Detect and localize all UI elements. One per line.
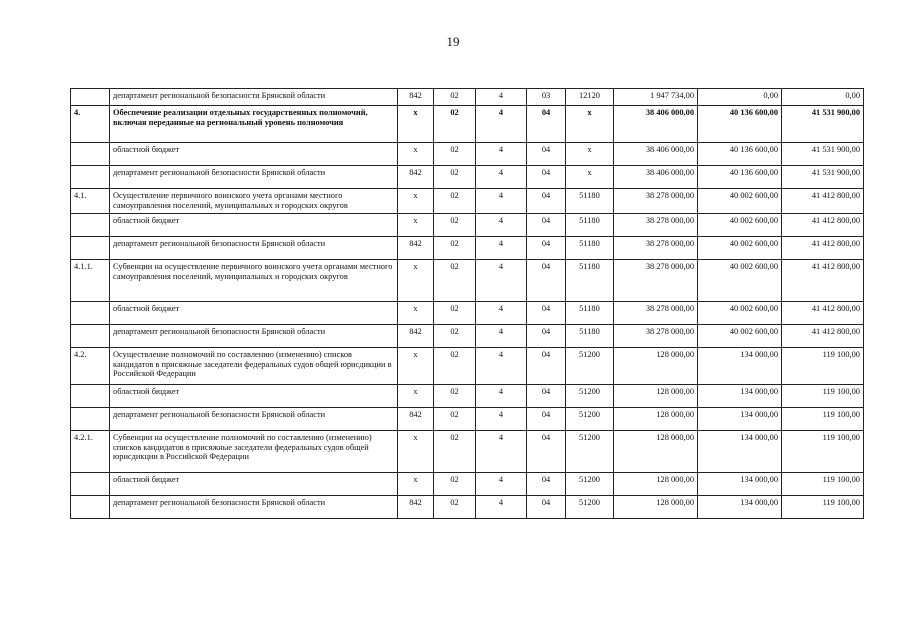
direction-code-cell: 51180 (566, 214, 614, 237)
admin-code-cell: х (398, 473, 434, 496)
direction-code-cell: 51180 (566, 189, 614, 214)
row-number-cell: 4.1.1. (71, 260, 110, 302)
table-row (71, 260, 864, 302)
amount-year-2-cell: 40 136 600,00 (698, 143, 782, 166)
subsection-code-cell: 4 (476, 385, 527, 408)
amount-year-3-cell: 41 412 800,00 (782, 260, 864, 302)
description-cell: департамент региональной безопасности Брянской области (110, 89, 398, 106)
program-code-cell: 04 (527, 431, 566, 473)
row-number-cell (71, 89, 110, 106)
table-row (71, 325, 864, 348)
admin-code-cell: х (398, 302, 434, 325)
page-number: 19 (446, 34, 460, 49)
admin-code-cell: 842 (398, 408, 434, 431)
subsection-code-cell: 4 (476, 325, 527, 348)
row-number-cell (71, 473, 110, 496)
amount-year-2-cell: 40 136 600,00 (698, 106, 782, 143)
section-code-cell: 02 (434, 143, 476, 166)
description-cell: департамент региональной безопасности Брянской области (110, 325, 398, 348)
row-number-cell (71, 214, 110, 237)
row-number-cell (71, 237, 110, 260)
section-code-cell: 02 (434, 431, 476, 473)
amount-year-1-cell: 38 278 000,00 (614, 260, 698, 302)
amount-year-3-cell: 119 100,00 (782, 385, 864, 408)
section-code-cell: 02 (434, 166, 476, 189)
admin-code-cell: х (398, 214, 434, 237)
description-cell: областной бюджет (110, 302, 398, 325)
description-cell: Обеспечение реализации отдельных государственных полномочий, включая переданные на региональный уровень полномочия (110, 106, 398, 143)
amount-year-2-cell: 134 000,00 (698, 385, 782, 408)
section-code-cell: 02 (434, 473, 476, 496)
direction-code-cell: 51180 (566, 237, 614, 260)
subsection-code-cell: 4 (476, 473, 527, 496)
program-code-cell: 04 (527, 214, 566, 237)
program-code-cell: 04 (527, 260, 566, 302)
subsection-code-cell: 4 (476, 496, 527, 519)
direction-code-cell: х (566, 166, 614, 189)
amount-year-3-cell: 41 412 800,00 (782, 189, 864, 214)
direction-code-cell: 51200 (566, 408, 614, 431)
program-code-cell: 04 (527, 166, 566, 189)
budget-table (70, 88, 864, 519)
section-code-cell: 02 (434, 237, 476, 260)
amount-year-1-cell: 128 000,00 (614, 348, 698, 385)
description-cell: департамент региональной безопасности Брянской области (110, 237, 398, 260)
program-code-cell: 03 (527, 89, 566, 106)
program-code-cell: 04 (527, 496, 566, 519)
table-row (71, 302, 864, 325)
table-row (71, 385, 864, 408)
amount-year-2-cell: 134 000,00 (698, 431, 782, 473)
section-code-cell: 02 (434, 325, 476, 348)
row-number-cell: 4.2. (71, 348, 110, 385)
admin-code-cell: х (398, 143, 434, 166)
amount-year-3-cell: 41 412 800,00 (782, 214, 864, 237)
amount-year-2-cell: 134 000,00 (698, 473, 782, 496)
amount-year-1-cell: 38 278 000,00 (614, 237, 698, 260)
description-cell: департамент региональной безопасности Брянской области (110, 496, 398, 519)
row-number-cell: 4.1. (71, 189, 110, 214)
row-number-cell (71, 325, 110, 348)
amount-year-3-cell: 119 100,00 (782, 473, 864, 496)
subsection-code-cell: 4 (476, 89, 527, 106)
amount-year-1-cell: 128 000,00 (614, 473, 698, 496)
direction-code-cell: 51200 (566, 473, 614, 496)
amount-year-3-cell: 41 531 900,00 (782, 143, 864, 166)
description-cell: областной бюджет (110, 143, 398, 166)
subsection-code-cell: 4 (476, 302, 527, 325)
table-row (71, 431, 864, 473)
admin-code-cell: х (398, 189, 434, 214)
amount-year-3-cell: 41 531 900,00 (782, 106, 864, 143)
subsection-code-cell: 4 (476, 189, 527, 214)
subsection-code-cell: 4 (476, 408, 527, 431)
description-cell: областной бюджет (110, 214, 398, 237)
row-number-cell: 4. (71, 106, 110, 143)
table-row (71, 473, 864, 496)
table-row (71, 496, 864, 519)
admin-code-cell: 842 (398, 325, 434, 348)
section-code-cell: 02 (434, 89, 476, 106)
row-number-cell (71, 166, 110, 189)
program-code-cell: 04 (527, 348, 566, 385)
amount-year-1-cell: 38 278 000,00 (614, 302, 698, 325)
table-row (71, 237, 864, 260)
amount-year-2-cell: 134 000,00 (698, 496, 782, 519)
section-code-cell: 02 (434, 189, 476, 214)
admin-code-cell: 842 (398, 237, 434, 260)
section-code-cell: 02 (434, 106, 476, 143)
description-cell: областной бюджет (110, 385, 398, 408)
table-row (71, 166, 864, 189)
table-row (71, 89, 864, 106)
subsection-code-cell: 4 (476, 237, 527, 260)
direction-code-cell: 51200 (566, 496, 614, 519)
amount-year-2-cell: 40 002 600,00 (698, 237, 782, 260)
subsection-code-cell: 4 (476, 143, 527, 166)
amount-year-2-cell: 134 000,00 (698, 348, 782, 385)
subsection-code-cell: 4 (476, 166, 527, 189)
description-cell: областной бюджет (110, 473, 398, 496)
direction-code-cell: 51180 (566, 302, 614, 325)
admin-code-cell: х (398, 431, 434, 473)
direction-code-cell: 12120 (566, 89, 614, 106)
program-code-cell: 04 (527, 408, 566, 431)
amount-year-2-cell: 40 002 600,00 (698, 189, 782, 214)
description-cell: департамент региональной безопасности Брянской области (110, 166, 398, 189)
program-code-cell: 04 (527, 106, 566, 143)
program-code-cell: 04 (527, 473, 566, 496)
description-cell: департамент региональной безопасности Брянской области (110, 408, 398, 431)
amount-year-1-cell: 38 406 000,00 (614, 166, 698, 189)
budget-table-body (71, 89, 864, 519)
amount-year-1-cell: 1 947 734,00 (614, 89, 698, 106)
amount-year-1-cell: 128 000,00 (614, 431, 698, 473)
amount-year-1-cell: 38 406 000,00 (614, 106, 698, 143)
table-row (71, 214, 864, 237)
admin-code-cell: 842 (398, 496, 434, 519)
row-number-cell: 4.2.1. (71, 431, 110, 473)
subsection-code-cell: 4 (476, 348, 527, 385)
subsection-code-cell: 4 (476, 431, 527, 473)
admin-code-cell: 842 (398, 166, 434, 189)
program-code-cell: 04 (527, 143, 566, 166)
program-code-cell: 04 (527, 385, 566, 408)
amount-year-1-cell: 128 000,00 (614, 385, 698, 408)
direction-code-cell: 51200 (566, 348, 614, 385)
amount-year-3-cell: 41 412 800,00 (782, 325, 864, 348)
section-code-cell: 02 (434, 260, 476, 302)
admin-code-cell: х (398, 260, 434, 302)
amount-year-3-cell: 41 412 800,00 (782, 237, 864, 260)
amount-year-2-cell: 0,00 (698, 89, 782, 106)
table-row (71, 143, 864, 166)
table-row (71, 106, 864, 143)
amount-year-3-cell: 119 100,00 (782, 408, 864, 431)
section-code-cell: 02 (434, 348, 476, 385)
program-code-cell: 04 (527, 325, 566, 348)
table-row (71, 408, 864, 431)
amount-year-3-cell: 119 100,00 (782, 348, 864, 385)
row-number-cell (71, 143, 110, 166)
amount-year-3-cell: 0,00 (782, 89, 864, 106)
admin-code-cell: х (398, 385, 434, 408)
section-code-cell: 02 (434, 214, 476, 237)
amount-year-3-cell: 41 531 900,00 (782, 166, 864, 189)
row-number-cell (71, 385, 110, 408)
subsection-code-cell: 4 (476, 106, 527, 143)
admin-code-cell: 842 (398, 89, 434, 106)
row-number-cell (71, 408, 110, 431)
amount-year-3-cell: 119 100,00 (782, 496, 864, 519)
row-number-cell (71, 496, 110, 519)
amount-year-2-cell: 40 002 600,00 (698, 302, 782, 325)
description-cell: Осуществление полномочий по составлению (изменению) списков кандидатов в присяжные заседатели федеральных судов общей юрисдикции в Российской Федерации (110, 348, 398, 385)
row-number-cell (71, 302, 110, 325)
amount-year-2-cell: 40 136 600,00 (698, 166, 782, 189)
amount-year-1-cell: 38 278 000,00 (614, 325, 698, 348)
program-code-cell: 04 (527, 237, 566, 260)
subsection-code-cell: 4 (476, 260, 527, 302)
amount-year-2-cell: 40 002 600,00 (698, 260, 782, 302)
amount-year-2-cell: 134 000,00 (698, 408, 782, 431)
table-row (71, 348, 864, 385)
amount-year-2-cell: 40 002 600,00 (698, 214, 782, 237)
table-row (71, 189, 864, 214)
amount-year-1-cell: 38 278 000,00 (614, 189, 698, 214)
amount-year-3-cell: 41 412 800,00 (782, 302, 864, 325)
direction-code-cell: 51180 (566, 325, 614, 348)
amount-year-1-cell: 38 278 000,00 (614, 214, 698, 237)
amount-year-1-cell: 38 406 000,00 (614, 143, 698, 166)
section-code-cell: 02 (434, 302, 476, 325)
subsection-code-cell: 4 (476, 214, 527, 237)
description-cell: Осуществление первичного воинского учета органами местного самоуправления поселений, муниципальных и городских округов (110, 189, 398, 214)
direction-code-cell: х (566, 143, 614, 166)
direction-code-cell: 51200 (566, 431, 614, 473)
section-code-cell: 02 (434, 496, 476, 519)
program-code-cell: 04 (527, 302, 566, 325)
program-code-cell: 04 (527, 189, 566, 214)
admin-code-cell: х (398, 348, 434, 385)
amount-year-3-cell: 119 100,00 (782, 431, 864, 473)
direction-code-cell: х (566, 106, 614, 143)
description-cell: Субвенции на осуществление первичного воинского учета органами местного самоуправления поселений, муниципальных и городских округов (110, 260, 398, 302)
admin-code-cell: х (398, 106, 434, 143)
amount-year-2-cell: 40 002 600,00 (698, 325, 782, 348)
amount-year-1-cell: 128 000,00 (614, 408, 698, 431)
direction-code-cell: 51200 (566, 385, 614, 408)
section-code-cell: 02 (434, 385, 476, 408)
amount-year-1-cell: 128 000,00 (614, 496, 698, 519)
description-cell: Субвенции на осуществление полномочий по составлению (изменению) списков кандидатов в присяжные заседатели федеральных судов общей юрисдикции в Российской Федерации (110, 431, 398, 473)
direction-code-cell: 51180 (566, 260, 614, 302)
section-code-cell: 02 (434, 408, 476, 431)
